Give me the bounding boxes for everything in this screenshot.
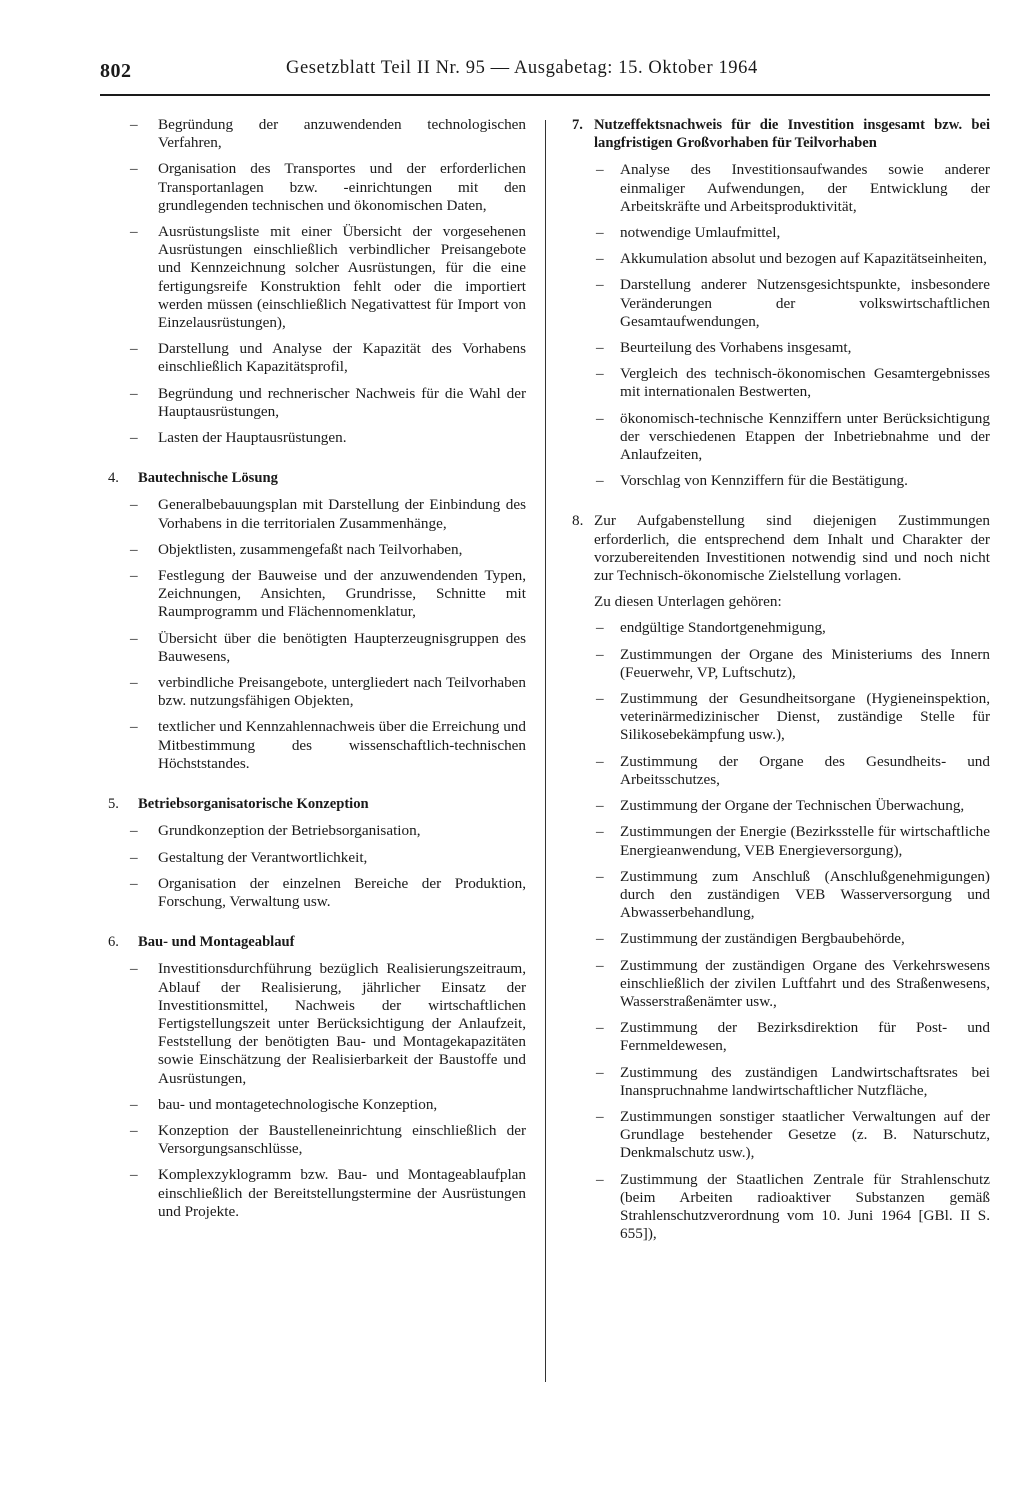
list-item: – Analyse des Investitionsaufwandes sowie anderer einmaliger Aufwendungen, der Entwicklung der Arbeitskräfte und Arbeitsproduktivität, (566, 161, 990, 216)
section-intro: Zu diesen Unterlagen gehören: (594, 593, 782, 611)
list-item: – Beurteilung des Vorhabens insgesamt, (566, 339, 990, 357)
list-item: – Objektlisten, zusammengefaßt nach Teilvorhaben, (108, 541, 526, 559)
header-title: Gesetzblatt Teil II Nr. 95 — Ausgabetag: 15. Oktober 1964 (286, 58, 758, 78)
section-title: Nutzeffektsnachweis für die Investition insgesamt bzw. bei langfristigen Großvorhaben für Teilvorhaben (594, 117, 990, 152)
list-item: – Darstellung und Analyse der Kapazität des Vorhabens einschließlich Kapazitätsprofil, (108, 340, 526, 376)
list-item: – Organisation der einzelnen Bereiche der Produktion, Forschung, Verwaltung usw. (108, 875, 526, 911)
section-heading (566, 116, 990, 152)
page-header (100, 48, 990, 96)
list-item: – endgültige Standortgenehmigung, (566, 619, 990, 637)
left-column (108, 116, 526, 1229)
section-paragraph (566, 512, 990, 585)
list-item: – bau- und montagetechnologische Konzeption, (108, 1096, 526, 1114)
right-column (566, 116, 990, 1251)
section-number: 7. (572, 117, 583, 133)
list-item: – Begründung und rechnerischer Nachweis für die Wahl der Hauptausrüstungen, (108, 385, 526, 421)
section-number: 5. (108, 796, 119, 813)
section-7 (566, 116, 990, 490)
section-heading (108, 469, 526, 487)
list-item: – verbindliche Preisangebote, untergliedert nach Teilvorhaben bzw. nutzungsfähigen Objekten, (108, 674, 526, 710)
list-item: – Organisation des Transportes und der erforderlichen Transportanlagen bzw. -einrichtungen mit den grundlegenden technischen und ökonomischen Daten, (108, 160, 526, 215)
left-intro-list (108, 116, 526, 447)
section-5 (108, 795, 526, 911)
section-title: Betriebsorganisatorische Konzeption (138, 796, 369, 813)
list-item: – Vorschlag von Kennziffern für die Bestätigung. (566, 472, 990, 490)
section-title: Bau- und Montageablauf (138, 934, 295, 951)
list-item: – Zustimmung der Organe des Gesundheits- und Arbeitsschutzes, (566, 753, 990, 789)
list-item: – Zustimmung zum Anschluß (Anschlußgenehmigungen) durch den zuständigen VEB Wasserversorgung und Abwasserbehandlung, (566, 868, 990, 923)
list-item: – Lasten der Hauptausrüstungen. (108, 429, 526, 447)
section-8 (566, 512, 990, 1243)
list-item: – Ausrüstungsliste mit einer Übersicht der vorgesehenen Ausrüstungen einschließlich verbindlicher Preisangebote und Kennzeichnung solcher Ausrüstungen, für die eine fertigungsreife Konstruktion fehlt oder die importiert werden müssen (einschließlich Negativattest für Import von Einzelausrüstungen), (108, 223, 526, 332)
list-item: – Zustimmung der Gesundheitsorgane (Hygieneinspektion, veterinärmedizinischer Dienst, zuständige Stelle für Silikosebekämpfung usw.), (566, 690, 990, 745)
section-heading (108, 933, 526, 951)
list-item: – Darstellung anderer Nutzensgesichtspunkte, insbesondere Veränderungen der volkswirtschaftlichen Gesamtaufwendungen, (566, 276, 990, 331)
section-heading (108, 795, 526, 813)
list-item: – Zustimmungen der Energie (Bezirksstelle für wirtschaftliche Energieanwendung, VEB Energieversorgung), (566, 823, 990, 859)
list-item: – Vergleich des technisch-ökonomischen Gesamtergebnisses mit internationalen Bestwerten, (566, 365, 990, 401)
list-item: – Grundkonzeption der Betriebsorganisation, (108, 822, 526, 840)
list-item: – Investitionsdurchführung bezüglich Realisierungszeitraum, Ablauf der Realisierung, jährlicher Einsatz der Investitionsmittel, Nachweis der wirtschaftlichen Fertigstellungszeit unter Berücksichtigung der Anlaufzeit, Feststellung der benötigten Bau- und Montagekapazitäten sowie Einschätzung der Realisierbarkeit der Baustoffe und Ausrüstungen, (108, 960, 526, 1087)
list-item: – Akkumulation absolut und bezogen auf Kapazitätseinheiten, (566, 250, 990, 268)
section-number: 6. (108, 934, 119, 951)
list-item: – Generalbebauungsplan mit Darstellung der Einbindung des Vorhabens in die territorialen Zusammenhänge, (108, 496, 526, 532)
section-text: Zur Aufgabenstellung sind diejenigen Zustimmungen erforderlich, die entsprechend dem Inhalt und Charakter der vorzubereitenden Investitionen notwendig sind und noch nicht zur Technisch-ökonomische Zielstellung vorlagen. (594, 512, 990, 585)
section-title: Bautechnische Lösung (138, 470, 278, 487)
page-number: 802 (100, 60, 132, 82)
list-item: – Zustimmungen der Organe des Ministeriums des Innern (Feuerwehr, VP, Luftschutz), (566, 646, 990, 682)
section-4 (108, 469, 526, 773)
list-item: – Festlegung der Bauweise und der anzuwendenden Typen, Zeichnungen, Ansichten, Grundrisse, Schnitte mit Raumprogramm und Flächennomenklatur, (108, 567, 526, 622)
list-item: – Zustimmung der zuständigen Organe des Verkehrswesens einschließlich der zivilen Luftfahrt und des Straßenwesens, Wasserstraßenämter usw., (566, 957, 990, 1012)
list-item: – Zustimmung der zuständigen Bergbaubehörde, (566, 930, 990, 948)
list-item: – Zustimmung des zuständigen Landwirtschaftsrates bei Inanspruchnahme landwirtschaftlicher Nutzfläche, (566, 1064, 990, 1100)
list-item: – Zustimmung der Staatlichen Zentrale für Strahlenschutz (beim Arbeiten radioaktiver Substanzen gemäß Strahlenschutzverordnung vom 10. Juni 1964 [GBl. II S. 655]), (566, 1171, 990, 1244)
list-item: – Übersicht über die benötigten Haupterzeugnisgruppen des Bauwesens, (108, 630, 526, 666)
list-item: – Konzeption der Baustelleneinrichtung einschließlich der Versorgungsanschlüsse, (108, 1122, 526, 1158)
list-item: – Komplexzyklogramm bzw. Bau- und Montageablaufplan einschließlich der Bereitstellungstermine der Ausrüstungen und Projekte. (108, 1166, 526, 1221)
section-number: 8. (572, 512, 584, 530)
list-item: – Gestaltung der Verantwortlichkeit, (108, 849, 526, 867)
list-item: – Zustimmung der Bezirksdirektion für Post- und Fernmeldewesen, (566, 1019, 990, 1055)
section-number: 4. (108, 470, 119, 487)
column-divider (545, 120, 546, 1382)
list-item: – Begründung der anzuwendenden technologischen Verfahren, (108, 116, 526, 152)
list-item: – notwendige Umlaufmittel, (566, 224, 990, 242)
section-6 (108, 933, 526, 1221)
list-item: – Zustimmung der Organe der Technischen Überwachung, (566, 797, 990, 815)
list-item: – textlicher und Kennzahlennachweis über die Erreichung und Mitbestimmung des wissenschaftlich-technischen Höchststandes. (108, 718, 526, 773)
list-item: – Zustimmungen sonstiger staatlicher Verwaltungen auf der Grundlage bestehender Gesetze (z. B. Naturschutz, Denkmalschutz usw.), (566, 1108, 990, 1163)
list-item: – ökonomisch-technische Kennziffern unter Berücksichtigung der verschiedenen Etappen der Inbetriebnahme und der Anlaufzeiten, (566, 410, 990, 465)
